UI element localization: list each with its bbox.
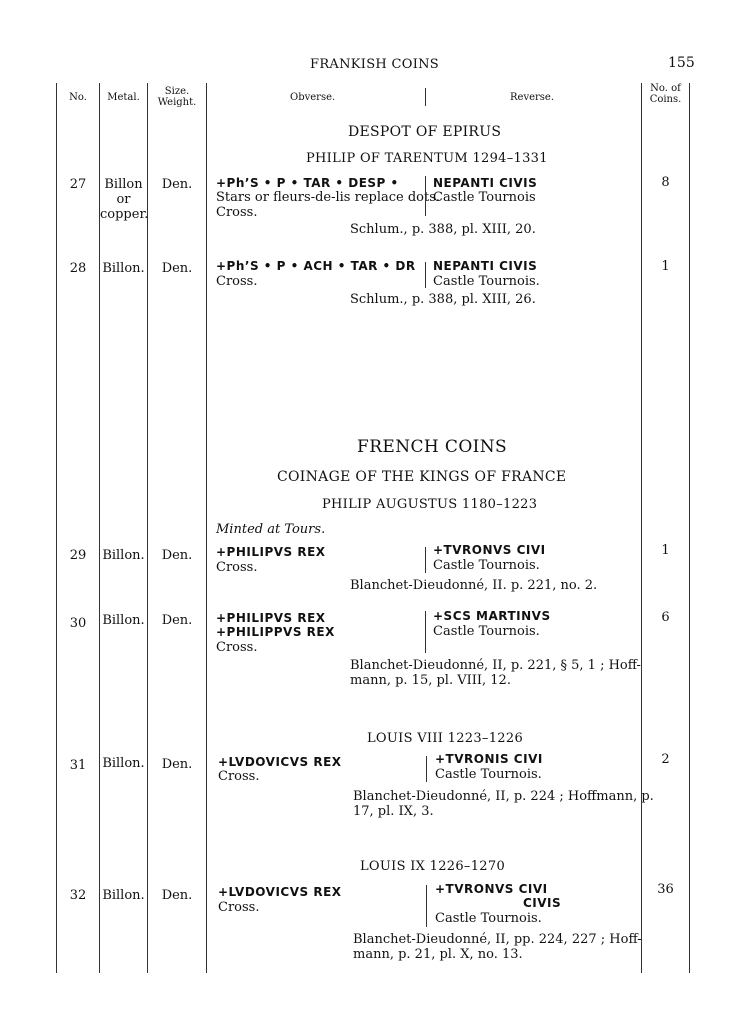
col-header-count: No. of Coins. <box>649 83 682 105</box>
entry-divider <box>425 547 426 573</box>
entry-number: 31 <box>69 758 87 773</box>
entry-metal: Billon. <box>102 756 145 771</box>
reverse-legend: NEPANTI CIVIS <box>433 176 538 190</box>
heading-kings-of-france: COINAGE OF THE KINGS OF FRANCE <box>277 469 567 485</box>
coin-count: 1 <box>661 259 670 274</box>
obverse-legend: +LVDOVICVS REX <box>218 755 342 769</box>
heading-philip-tarentum: PHILIP OF TARENTUM 1294–1331 <box>306 151 548 166</box>
heading-french-coins: FRENCH COINS <box>357 437 508 457</box>
coin-count: 2 <box>661 752 670 767</box>
heading-philip-augustus: PHILIP AUGUSTUS 1180–1223 <box>322 497 538 512</box>
reference: mann, p. 15, pl. VIII, 12. <box>350 673 511 688</box>
reverse-description: Castle Tournois. <box>433 624 540 639</box>
reference: 17, pl. IX, 3. <box>353 804 434 819</box>
entry-size: Den. <box>161 261 193 276</box>
reverse-legend: +TVRONVS CIVI <box>435 882 548 896</box>
reference: Blanchet-Dieudonné, II. p. 221, no. 2. <box>350 578 598 593</box>
reverse-description: Castle Tournois <box>433 190 536 205</box>
col-header-size: Size. Weight. <box>157 86 197 108</box>
reference: Blanchet-Dieudonné, II, p. 224 ; Hoffmann, p. <box>353 789 654 804</box>
reference: mann, p. 21, pl. X, no. 13. <box>353 947 523 962</box>
reverse-legend: +TVRONIS CIVI <box>435 752 543 766</box>
obverse-description: Cross. <box>218 769 260 784</box>
heading-louis-ix: LOUIS IX 1226–1270 <box>360 859 506 874</box>
reverse-description: Castle Tournois. <box>435 911 542 926</box>
running-title: FRANKISH COINS <box>310 57 440 72</box>
entry-divider <box>425 262 426 288</box>
coin-count: 36 <box>657 882 674 897</box>
obverse-legend: +Ph’S • P • TAR • DESP • <box>216 176 399 190</box>
entry-number: 30 <box>69 616 87 631</box>
entry-size: Den. <box>161 757 193 772</box>
rule-size-obverse <box>206 83 207 973</box>
reference: Schlum., p. 388, pl. XIII, 26. <box>350 292 536 307</box>
entry-metal: Billon. <box>102 613 145 628</box>
entry-size: Den. <box>161 548 193 563</box>
obverse-legend: +PHILIPPVS REX <box>216 625 335 639</box>
obverse-description: Cross. <box>216 640 258 655</box>
obverse-reverse-divider <box>425 88 426 106</box>
obverse-description: Cross. <box>216 560 258 575</box>
entry-metal: Billon <box>104 177 143 192</box>
entry-number: 28 <box>69 261 87 276</box>
entry-metal: Billon. <box>102 548 145 563</box>
entry-divider <box>426 885 427 927</box>
rule-left <box>56 83 57 973</box>
entry-divider <box>425 611 426 653</box>
minted-note: Minted at Tours. <box>216 522 326 537</box>
obverse-legend: +PHILIPVS REX <box>216 611 326 625</box>
obverse-legend: +Ph’S • P • ACH • TAR • DR <box>216 259 416 273</box>
entry-size: Den. <box>161 613 193 628</box>
coin-count: 6 <box>661 610 670 625</box>
obverse-legend: +PHILIPVS REX <box>216 545 326 559</box>
rule-reference-count <box>641 83 642 973</box>
entry-metal: Billon. <box>102 261 145 276</box>
col-header-no: No. <box>69 92 87 103</box>
entry-metal: Billon. <box>102 888 145 903</box>
rule-right <box>689 83 690 973</box>
obverse-description: Stars or fleurs-de-lis replace dots. <box>216 190 441 205</box>
reverse-description: Castle Tournois. <box>435 767 542 782</box>
entry-size: Den. <box>161 177 193 192</box>
page-number: 155 <box>668 55 695 71</box>
col-header-reverse: Reverse. <box>510 92 555 103</box>
entry-divider <box>426 756 427 782</box>
reverse-description: Castle Tournois. <box>433 274 540 289</box>
entry-size: Den. <box>161 888 193 903</box>
reference: Blanchet-Dieudonné, II, pp. 224, 227 ; Hoff- <box>353 932 642 947</box>
reverse-legend: NEPANTI CIVIS <box>433 259 538 273</box>
coin-count: 1 <box>661 543 670 558</box>
obverse-legend: +LVDOVICVS REX <box>218 885 342 899</box>
obverse-description: Cross. <box>216 205 258 220</box>
entry-number: 29 <box>69 548 87 563</box>
obverse-description: Cross. <box>218 900 260 915</box>
entry-number: 32 <box>69 888 87 903</box>
entry-divider <box>425 176 426 216</box>
entry-metal: copper. <box>100 207 149 222</box>
reference: Blanchet-Dieudonné, II, p. 221, § 5, 1 ; Hoff- <box>350 658 641 673</box>
reverse-description: Castle Tournois. <box>433 558 540 573</box>
entry-metal: or <box>116 192 131 207</box>
reverse-legend: +TVRONVS CIVI <box>433 543 546 557</box>
reverse-legend: +SCS MARTINVS <box>433 609 551 623</box>
entry-number: 27 <box>69 177 87 192</box>
coin-count: 8 <box>661 175 670 190</box>
heading-louis-viii: LOUIS VIII 1223–1226 <box>367 731 524 746</box>
col-header-metal: Metal. <box>107 92 140 103</box>
reference: Schlum., p. 388, pl. XIII, 20. <box>350 222 536 237</box>
reverse-legend: CIVIS <box>523 896 562 910</box>
heading-despot: DESPOT OF EPIRUS <box>348 124 502 140</box>
col-header-obverse: Obverse. <box>290 92 336 103</box>
obverse-description: Cross. <box>216 274 258 289</box>
